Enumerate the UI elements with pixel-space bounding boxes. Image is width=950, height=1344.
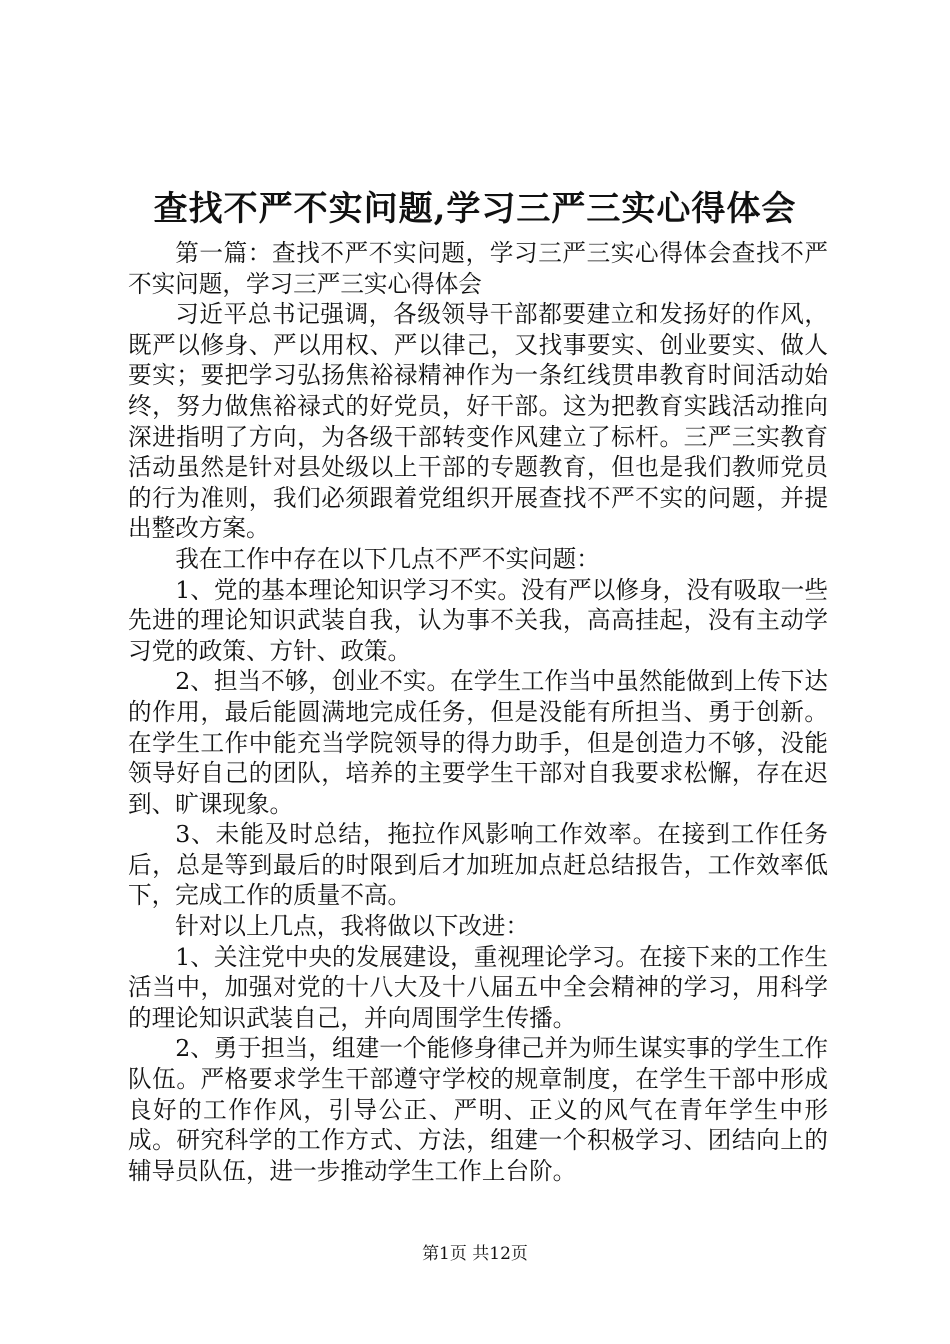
document-body bbox=[128, 238, 828, 1186]
paragraph-problem-2: 2、担当不够，创业不实。在学生工作当中虽然能做到上传下达的作用，最后能圆满地完成任务，但是没能有所担当、勇于创新。在学生工作中能充当学院领导的得力助手，但是创造力不够，没能领导好自己的团队，培养的主要学生干部对自我要求松懈，存在迟到、旷课现象。 bbox=[128, 667, 828, 818]
paragraph-problem-1: 1、党的基本理论知识学习不实。没有严以修身，没有吸取一些先进的理论知识武装自我，认为事不关我，高高挂起，没有主动学习党的政策、方针、政策。 bbox=[128, 575, 828, 665]
page-number-footer: 第1页 共12页 bbox=[422, 1244, 528, 1264]
paragraph-intro: 第一篇：查找不严不实问题，学习三严三实心得体会查找不严不实问题，学习三严三实心得体会 bbox=[128, 239, 828, 298]
paragraph-improvement-2: 2、勇于担当，组建一个能修身律己并为师生谋实事的学生工作队伍。严格要求学生干部遵守学校的规章制度，在学生干部中形成良好的工作作风，引导公正、严明、正义的风气在青年学生中形成。研究科学的工作方式、方法，组建一个积极学习、团结向上的辅导员队伍，进一步推动学生工作上台阶。 bbox=[128, 1034, 828, 1185]
paragraph-problem-3: 3、未能及时总结，拖拉作风影响工作效率。在接到工作任务后，总是等到最后的时限到后才加班加点赶总结报告，工作效率低下，完成工作的质量不高。 bbox=[128, 820, 828, 910]
paragraph-improvements-heading: 针对以上几点，我将做以下改进： bbox=[175, 912, 530, 941]
paragraph-main: 习近平总书记强调，各级领导干部都要建立和发扬好的作风，既严以修身、严以用权、严以律己，又找事要实、创业要实、做人要实；要把学习弘扬焦裕禄精神作为一条红线贯串教育时间活动始终，努力做焦裕禄式的好党员，好干部。这为把教育实践活动推向深进指明了方向，为各级干部转变作风建立了标杆。三严三实教育活动虽然是针对县处级以上干部的专题教育，但也是我们教师党员的行为准则，我们必须跟着党组织开展查找不严不实的问题，并提出整改方案。 bbox=[128, 300, 828, 543]
paragraph-problems-heading: 我在工作中存在以下几点不严不实问题： bbox=[175, 544, 600, 573]
paragraph-improvement-1: 1、关注党中央的发展建设，重视理论学习。在接下来的工作生活当中，加强对党的十八大及十八届五中全会精神的学习，用科学的理论知识武装自己，并向周围学生传播。 bbox=[128, 942, 828, 1032]
document-title: 查找不严不实问题,学习三严三实心得体会 bbox=[153, 189, 797, 229]
